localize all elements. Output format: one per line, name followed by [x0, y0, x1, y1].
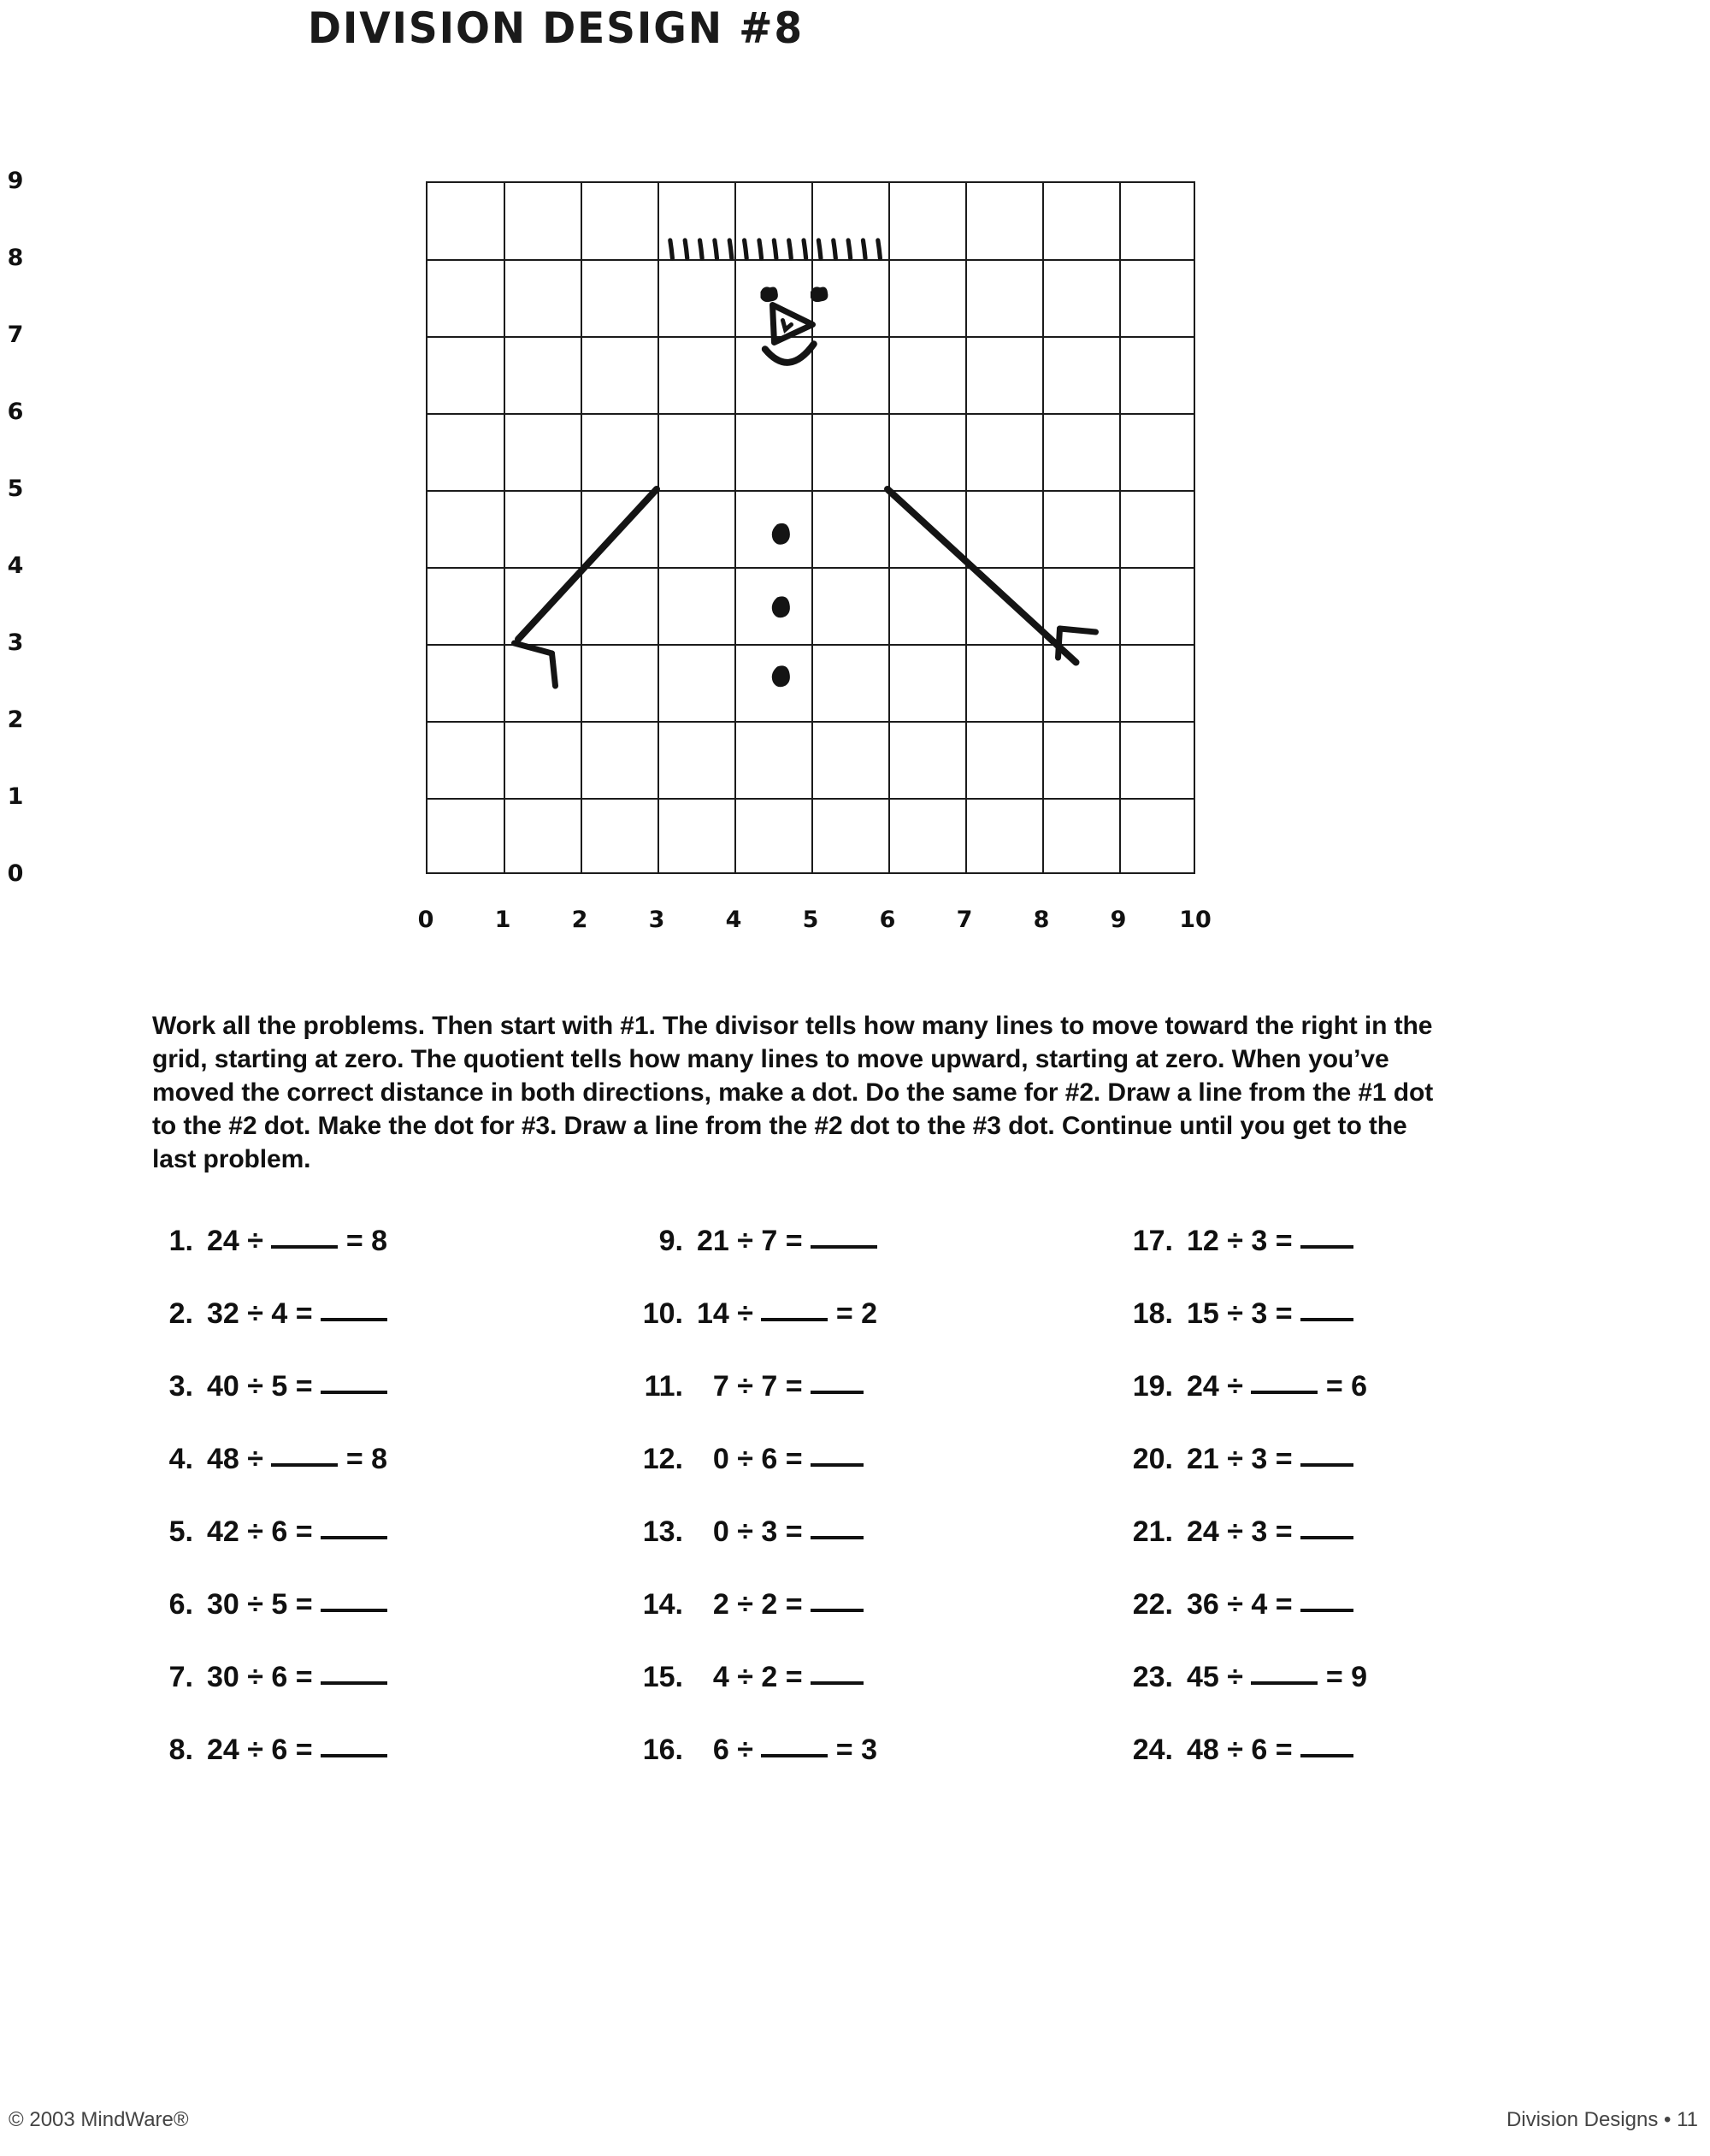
- problem-row: [128, 1443, 618, 1515]
- problem-expression: [697, 1661, 864, 1694]
- problem-row: [128, 1661, 618, 1734]
- answer-blank[interactable]: [321, 1318, 387, 1321]
- x-axis-label-4: 4: [725, 907, 742, 933]
- problem-expression-prefix: 6 ÷: [697, 1734, 762, 1766]
- y-axis-label-9: 9: [7, 168, 24, 194]
- problem-expression-prefix: 2 ÷ 2 =: [697, 1588, 811, 1621]
- problem-expression-suffix: = 3: [828, 1734, 878, 1766]
- y-axis-label-3: 3: [7, 629, 24, 656]
- problem-row: [1108, 1734, 1598, 1806]
- problem-expression-prefix: 24 ÷ 6 =: [207, 1734, 321, 1766]
- problem-expression-prefix: 14 ÷: [697, 1297, 762, 1330]
- problem-row: [618, 1443, 1108, 1515]
- problem-expression: [1187, 1297, 1353, 1331]
- problem-number: 9.: [658, 1225, 683, 1257]
- answer-blank[interactable]: [321, 1536, 387, 1539]
- y-axis-label-1: 1: [7, 783, 24, 810]
- problem-row: [618, 1661, 1108, 1734]
- problem-row: [128, 1588, 618, 1661]
- problem-number: 5.: [168, 1515, 193, 1548]
- problem-number: 14.: [642, 1588, 683, 1621]
- problem-expression-prefix: 24 ÷ 3 =: [1187, 1515, 1301, 1548]
- problem-number: 23.: [1132, 1661, 1173, 1693]
- grid-hline: [428, 259, 1194, 261]
- grid-vline: [504, 183, 505, 872]
- problem-expression: [207, 1515, 387, 1549]
- problem-expression-prefix: 42 ÷ 6 =: [207, 1515, 321, 1548]
- problem-expression-prefix: 4 ÷ 2 =: [697, 1661, 811, 1693]
- answer-blank[interactable]: [811, 1609, 864, 1612]
- problem-row: [128, 1515, 618, 1588]
- problem-row: [128, 1225, 618, 1297]
- problem-number: 24.: [1132, 1734, 1173, 1766]
- problem-expression-suffix: = 2: [828, 1297, 878, 1330]
- problem-column-3: [1108, 1225, 1598, 1806]
- problem-expression-prefix: 48 ÷: [207, 1443, 272, 1475]
- x-axis-label-7: 7: [956, 907, 973, 933]
- grid-vline: [965, 183, 967, 872]
- problem-number: 15.: [642, 1661, 683, 1693]
- problem-number: 17.: [1132, 1225, 1173, 1257]
- problem-expression: [1187, 1661, 1367, 1694]
- problem-row: [618, 1370, 1108, 1443]
- grid-hline: [428, 413, 1194, 415]
- answer-blank[interactable]: [321, 1609, 387, 1612]
- problem-expression: [207, 1661, 387, 1694]
- problem-expression: [1187, 1734, 1353, 1767]
- problem-expression: [1187, 1370, 1367, 1403]
- answer-blank[interactable]: [1300, 1536, 1353, 1539]
- problem-number: 13.: [642, 1515, 683, 1548]
- problem-expression-prefix: 45 ÷: [1187, 1661, 1252, 1693]
- problem-expression: [207, 1443, 387, 1476]
- answer-blank[interactable]: [271, 1463, 338, 1467]
- problem-expression-prefix: 0 ÷ 3 =: [697, 1515, 811, 1548]
- problem-expression: [207, 1370, 387, 1403]
- problem-number: 21.: [1132, 1515, 1173, 1548]
- problem-row: [128, 1734, 618, 1806]
- problem-expression: [1187, 1443, 1353, 1476]
- problem-row: [618, 1734, 1108, 1806]
- grid-vline: [888, 183, 890, 872]
- answer-blank[interactable]: [321, 1754, 387, 1757]
- y-axis-label-0: 0: [7, 860, 24, 887]
- answer-blank[interactable]: [811, 1536, 864, 1539]
- problem-number: 6.: [168, 1588, 193, 1621]
- problem-expression-suffix: = 9: [1318, 1661, 1368, 1693]
- problem-row: [618, 1515, 1108, 1588]
- problem-number: 18.: [1132, 1297, 1173, 1330]
- problem-number: 16.: [642, 1734, 683, 1766]
- x-axis-label-9: 9: [1110, 907, 1127, 933]
- problem-expression-prefix: 30 ÷ 5 =: [207, 1588, 321, 1621]
- problem-expression-prefix: 36 ÷ 4 =: [1187, 1588, 1301, 1621]
- problem-expression: [697, 1370, 864, 1403]
- problem-row: [1108, 1225, 1598, 1297]
- problem-expression: [1187, 1515, 1353, 1549]
- problem-expression-prefix: 12 ÷ 3 =: [1187, 1225, 1301, 1257]
- x-axis-label-6: 6: [879, 907, 896, 933]
- problem-expression: [697, 1734, 877, 1767]
- x-axis-label-2: 2: [571, 907, 588, 933]
- answer-blank[interactable]: [321, 1391, 387, 1394]
- problem-expression-prefix: 48 ÷ 6 =: [1187, 1734, 1301, 1766]
- problem-expression-suffix: = 8: [338, 1225, 388, 1257]
- grid-hline: [428, 721, 1194, 723]
- problem-row: [1108, 1370, 1598, 1443]
- problem-expression: [207, 1588, 387, 1621]
- problem-expression: [207, 1297, 387, 1331]
- answer-blank[interactable]: [761, 1318, 828, 1321]
- x-axis-label-8: 8: [1033, 907, 1050, 933]
- problem-expression-prefix: 15 ÷ 3 =: [1187, 1297, 1301, 1330]
- answer-blank[interactable]: [321, 1681, 387, 1685]
- y-axis-label-5: 5: [7, 476, 24, 502]
- grid-vline: [581, 183, 582, 872]
- y-axis-label-7: 7: [7, 322, 24, 348]
- grid-vline: [1119, 183, 1121, 872]
- problem-row: [128, 1297, 618, 1370]
- grid-vline: [734, 183, 736, 872]
- problem-expression: [697, 1515, 864, 1549]
- problem-expression: [207, 1734, 387, 1767]
- problem-expression-prefix: 30 ÷ 6 =: [207, 1661, 321, 1693]
- x-axis-label-3: 3: [648, 907, 665, 933]
- answer-blank[interactable]: [811, 1463, 864, 1467]
- y-axis-label-2: 2: [7, 706, 24, 733]
- answer-blank[interactable]: [761, 1754, 828, 1757]
- problem-row: [1108, 1661, 1598, 1734]
- y-axis-label-8: 8: [7, 245, 24, 271]
- grid-area: [426, 181, 1195, 874]
- problem-expression-suffix: = 8: [338, 1443, 388, 1475]
- problem-expression-prefix: 21 ÷ 3 =: [1187, 1443, 1301, 1475]
- problem-number: 22.: [1132, 1588, 1173, 1621]
- x-axis-label-0: 0: [417, 907, 434, 933]
- x-axis-label-10: 10: [1179, 907, 1212, 933]
- problem-row: [618, 1225, 1108, 1297]
- page-title: DIVISION DESIGN #8: [307, 3, 805, 53]
- problem-expression: [1187, 1588, 1353, 1621]
- y-axis-label-4: 4: [7, 552, 24, 579]
- problem-expression: [697, 1297, 877, 1331]
- coordinate-grid-figure: [0, 168, 1282, 992]
- problem-expression-prefix: 21 ÷ 7 =: [697, 1225, 811, 1257]
- problem-expression-prefix: 7 ÷ 7 =: [697, 1370, 811, 1403]
- problem-row: [1108, 1443, 1598, 1515]
- problem-expression: [697, 1588, 864, 1621]
- problem-row: [618, 1297, 1108, 1370]
- problem-number: 4.: [168, 1443, 193, 1475]
- problem-number: 1.: [168, 1225, 193, 1257]
- answer-blank[interactable]: [1300, 1754, 1353, 1757]
- answer-blank[interactable]: [1300, 1245, 1353, 1249]
- problem-number: 12.: [642, 1443, 683, 1475]
- problem-expression-prefix: 24 ÷: [1187, 1370, 1252, 1403]
- grid-hline: [428, 798, 1194, 800]
- answer-blank[interactable]: [811, 1391, 864, 1394]
- instructions-paragraph: Work all the problems. Then start with #1. The divisor tells how many lines to move toward the right in the grid, starting at zero. The quotient tells how many lines to move upward, starting at zero. When you’ve moved the correct distance in both directions, make a dot. Do the same for #2. Draw a line from the #1 dot to the #2 dot. Make the dot for #3. Draw a line from the #2 dot to the #3 dot. Continue until you get to the last problem.: [152, 1012, 1434, 1173]
- problem-number: 3.: [168, 1370, 193, 1403]
- problem-row: [128, 1370, 618, 1443]
- problem-expression-prefix: 0 ÷ 6 =: [697, 1443, 811, 1475]
- answer-blank[interactable]: [1300, 1609, 1353, 1612]
- problem-number: 8.: [168, 1734, 193, 1766]
- problem-column-1: [128, 1225, 618, 1806]
- answer-blank[interactable]: [1251, 1391, 1318, 1394]
- grid-hline: [428, 567, 1194, 569]
- x-axis-label-5: 5: [802, 907, 819, 933]
- problem-number: 2.: [168, 1297, 193, 1330]
- problems-grid: [128, 1225, 1599, 1806]
- answer-blank[interactable]: [811, 1681, 864, 1685]
- problem-expression: [1187, 1225, 1353, 1258]
- problem-number: 19.: [1132, 1370, 1173, 1403]
- grid-vline: [657, 183, 659, 872]
- problem-expression: [207, 1225, 387, 1258]
- problem-number: 7.: [168, 1661, 193, 1693]
- footer-page-label: Division Designs • 11: [1506, 2108, 1698, 2131]
- problem-expression: [697, 1443, 864, 1476]
- problem-number: 11.: [644, 1370, 683, 1403]
- problem-expression-prefix: 32 ÷ 4 =: [207, 1297, 321, 1330]
- problem-row: [618, 1588, 1108, 1661]
- problem-expression: [697, 1225, 877, 1258]
- problem-number: 10.: [642, 1297, 683, 1330]
- footer-copyright: © 2003 MindWare®: [9, 2108, 189, 2131]
- grid-vline: [1042, 183, 1044, 872]
- problem-row: [1108, 1515, 1598, 1588]
- problem-expression-prefix: 40 ÷ 5 =: [207, 1370, 321, 1403]
- grid-vline: [811, 183, 813, 872]
- answer-blank[interactable]: [1251, 1681, 1318, 1685]
- problem-column-2: [618, 1225, 1108, 1806]
- problem-expression-prefix: 24 ÷: [207, 1225, 272, 1257]
- answer-blank[interactable]: [811, 1245, 877, 1249]
- grid-hline: [428, 644, 1194, 646]
- x-axis-label-1: 1: [494, 907, 511, 933]
- grid-hline: [428, 336, 1194, 338]
- answer-blank[interactable]: [1300, 1318, 1353, 1321]
- answer-blank[interactable]: [271, 1245, 338, 1249]
- problem-row: [1108, 1588, 1598, 1661]
- answer-blank[interactable]: [1300, 1463, 1353, 1467]
- y-axis-label-6: 6: [7, 399, 24, 425]
- problem-row: [1108, 1297, 1598, 1370]
- grid-hline: [428, 490, 1194, 492]
- problem-number: 20.: [1132, 1443, 1173, 1475]
- problem-expression-suffix: = 6: [1318, 1370, 1368, 1403]
